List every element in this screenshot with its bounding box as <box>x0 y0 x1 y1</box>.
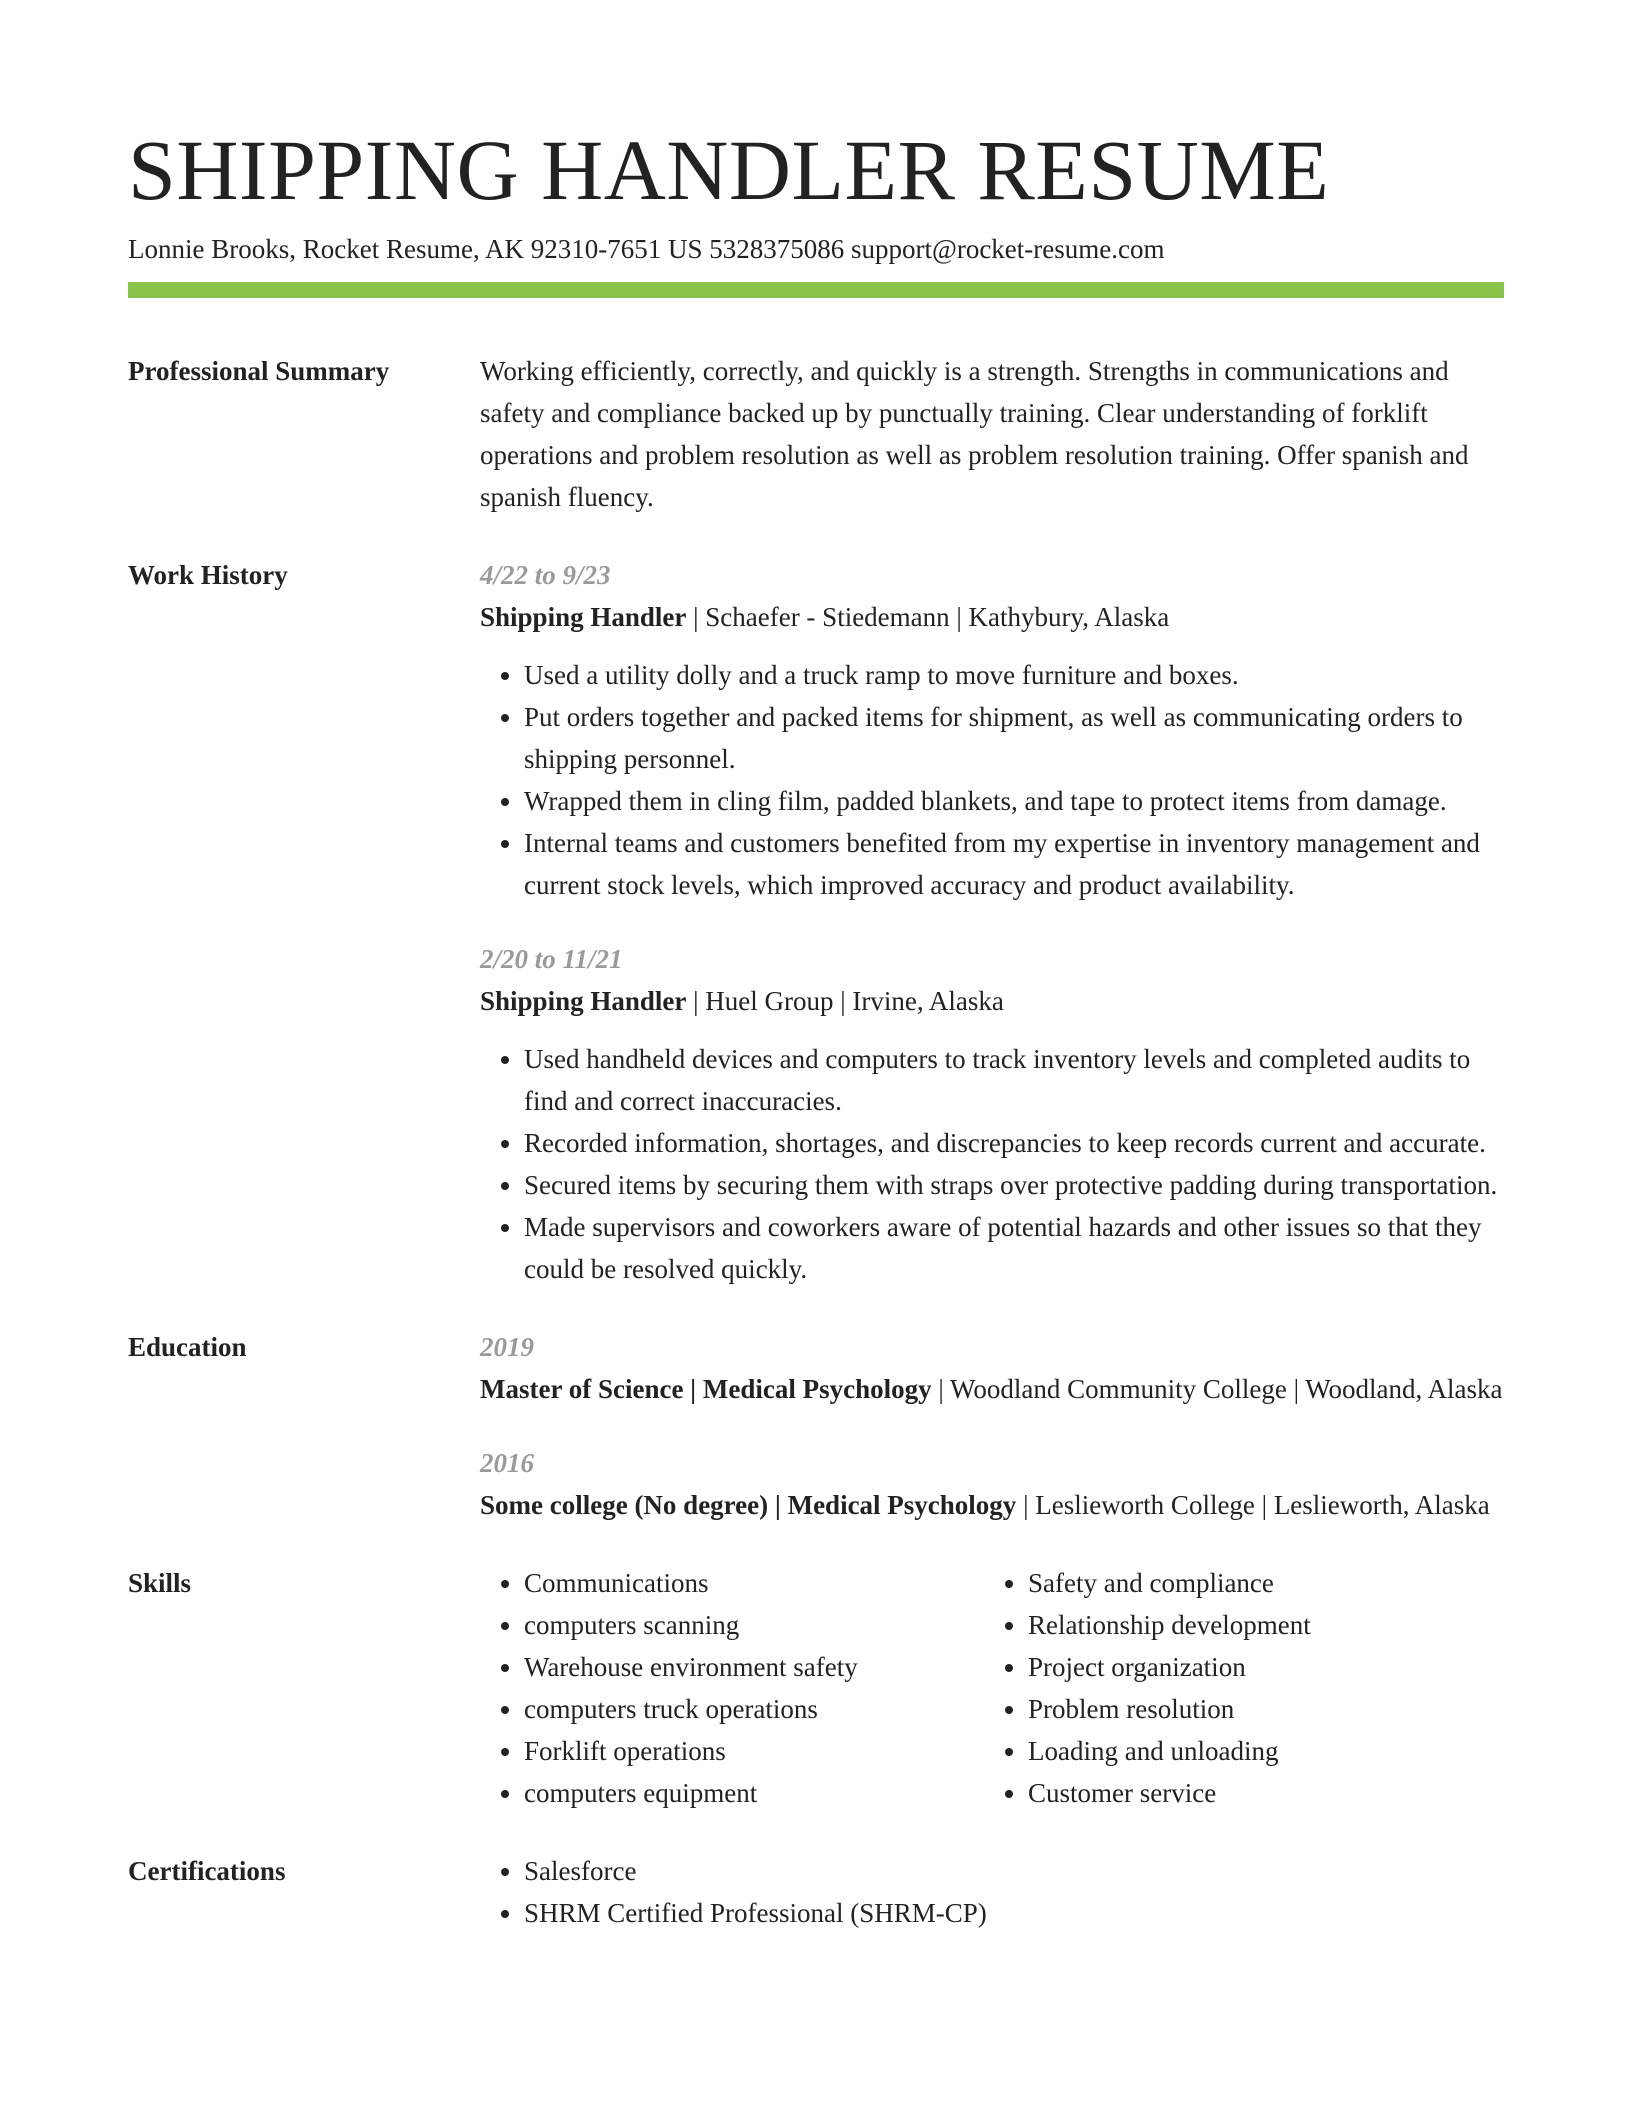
work-entry <box>480 554 1504 906</box>
skill-item: • Safety and compliance <box>1028 1562 1488 1604</box>
skill-item: • computers truck operations <box>524 1688 984 1730</box>
degree-line <box>480 1484 1504 1526</box>
summary-text: Working efficiently, correctly, and quickly is a strength. Strengths in communications and safety and compliance backed up by punctually training. Clear understanding of forklift operations and problem resolution as well as problem resolution training. Offer spanish and spanish fluency. <box>480 356 1469 512</box>
skill-item: • Customer service <box>1028 1772 1488 1814</box>
skills-columns <box>480 1562 1504 1814</box>
summary-label: Professional Summary <box>128 356 390 386</box>
certifications-label: Certifications <box>128 1856 286 1886</box>
degree-name: Master of Science | Medical Psychology <box>480 1374 932 1404</box>
education-entry <box>480 1326 1504 1410</box>
list-item: • Used handheld devices and computers to track inventory levels and completed audits to find and correct inaccuracies. <box>524 1038 1504 1122</box>
job-bullets <box>480 654 1504 906</box>
degree-line <box>480 1368 1504 1410</box>
summary-section <box>128 350 1504 518</box>
education-year: 2016 <box>480 1448 534 1478</box>
job-line <box>480 980 1504 1022</box>
job-title: Shipping Handler <box>480 986 687 1016</box>
job-bullets <box>480 1038 1504 1290</box>
list-item: • Put orders together and packed items for shipment, as well as communicating orders to shipping personnel. <box>524 696 1504 780</box>
work-history-label: Work History <box>128 560 288 590</box>
skill-item: • Project organization <box>1028 1646 1488 1688</box>
list-item: • Made supervisors and coworkers aware of potential hazards and other issues so that they could be resolved quickly. <box>524 1206 1504 1290</box>
job-line <box>480 596 1504 638</box>
skill-item: • Loading and unloading <box>1028 1730 1488 1772</box>
degree-details: | Woodland Community College | Woodland, Alaska <box>931 1374 1503 1404</box>
skills-label: Skills <box>128 1568 192 1598</box>
education-label: Education <box>128 1332 247 1362</box>
list-item: • Used a utility dolly and a truck ramp to move furniture and boxes. <box>524 654 1504 696</box>
skill-item: • Problem resolution <box>1028 1688 1488 1730</box>
resume-page <box>128 0 1504 1934</box>
skills-list-right <box>984 1562 1488 1814</box>
skill-item: • computers equipment <box>524 1772 984 1814</box>
certification-item: • SHRM Certified Professional (SHRM-CP) <box>524 1892 1504 1934</box>
work-dates: 2/20 to 11/21 <box>480 944 623 974</box>
contact-line: Lonnie Brooks, Rocket Resume, AK 92310-7651 US 5328375086 support@rocket-resume.com <box>128 234 1165 264</box>
certifications-list <box>480 1850 1504 1934</box>
job-title: Shipping Handler <box>480 602 687 632</box>
work-entry <box>480 938 1504 1290</box>
skills-list-left <box>480 1562 984 1814</box>
resume-title: SHIPPING HANDLER RESUME <box>128 122 1330 218</box>
list-item: • Internal teams and customers benefited from my expertise in inventory management and current stock levels, which improved accuracy and product availability. <box>524 822 1504 906</box>
education-entry <box>480 1442 1504 1526</box>
skill-item: • Forklift operations <box>524 1730 984 1772</box>
skills-section <box>128 1562 1504 1814</box>
education-section <box>128 1326 1504 1526</box>
skill-item: • Communications <box>524 1562 984 1604</box>
accent-divider <box>128 282 1504 298</box>
work-dates: 4/22 to 9/23 <box>480 560 611 590</box>
skill-item: • Relationship development <box>1028 1604 1488 1646</box>
certifications-section <box>128 1850 1504 1934</box>
work-history-section <box>128 554 1504 1290</box>
skill-item: • Warehouse environment safety <box>524 1646 984 1688</box>
degree-details: | Leslieworth College | Leslieworth, Alaska <box>1016 1490 1490 1520</box>
job-details: | Schaefer - Stiedemann | Kathybury, Alaska <box>686 602 1170 632</box>
list-item: • Wrapped them in cling film, padded blankets, and tape to protect items from damage. <box>524 780 1504 822</box>
job-details: | Huel Group | Irvine, Alaska <box>686 986 1004 1016</box>
list-item: • Recorded information, shortages, and discrepancies to keep records current and accurate. <box>524 1122 1504 1164</box>
education-year: 2019 <box>480 1332 534 1362</box>
degree-name: Some college (No degree) | Medical Psychology <box>480 1490 1017 1520</box>
skill-item: • computers scanning <box>524 1604 984 1646</box>
list-item: • Secured items by securing them with straps over protective padding during transportation. <box>524 1164 1504 1206</box>
certification-item: • Salesforce <box>524 1850 1504 1892</box>
